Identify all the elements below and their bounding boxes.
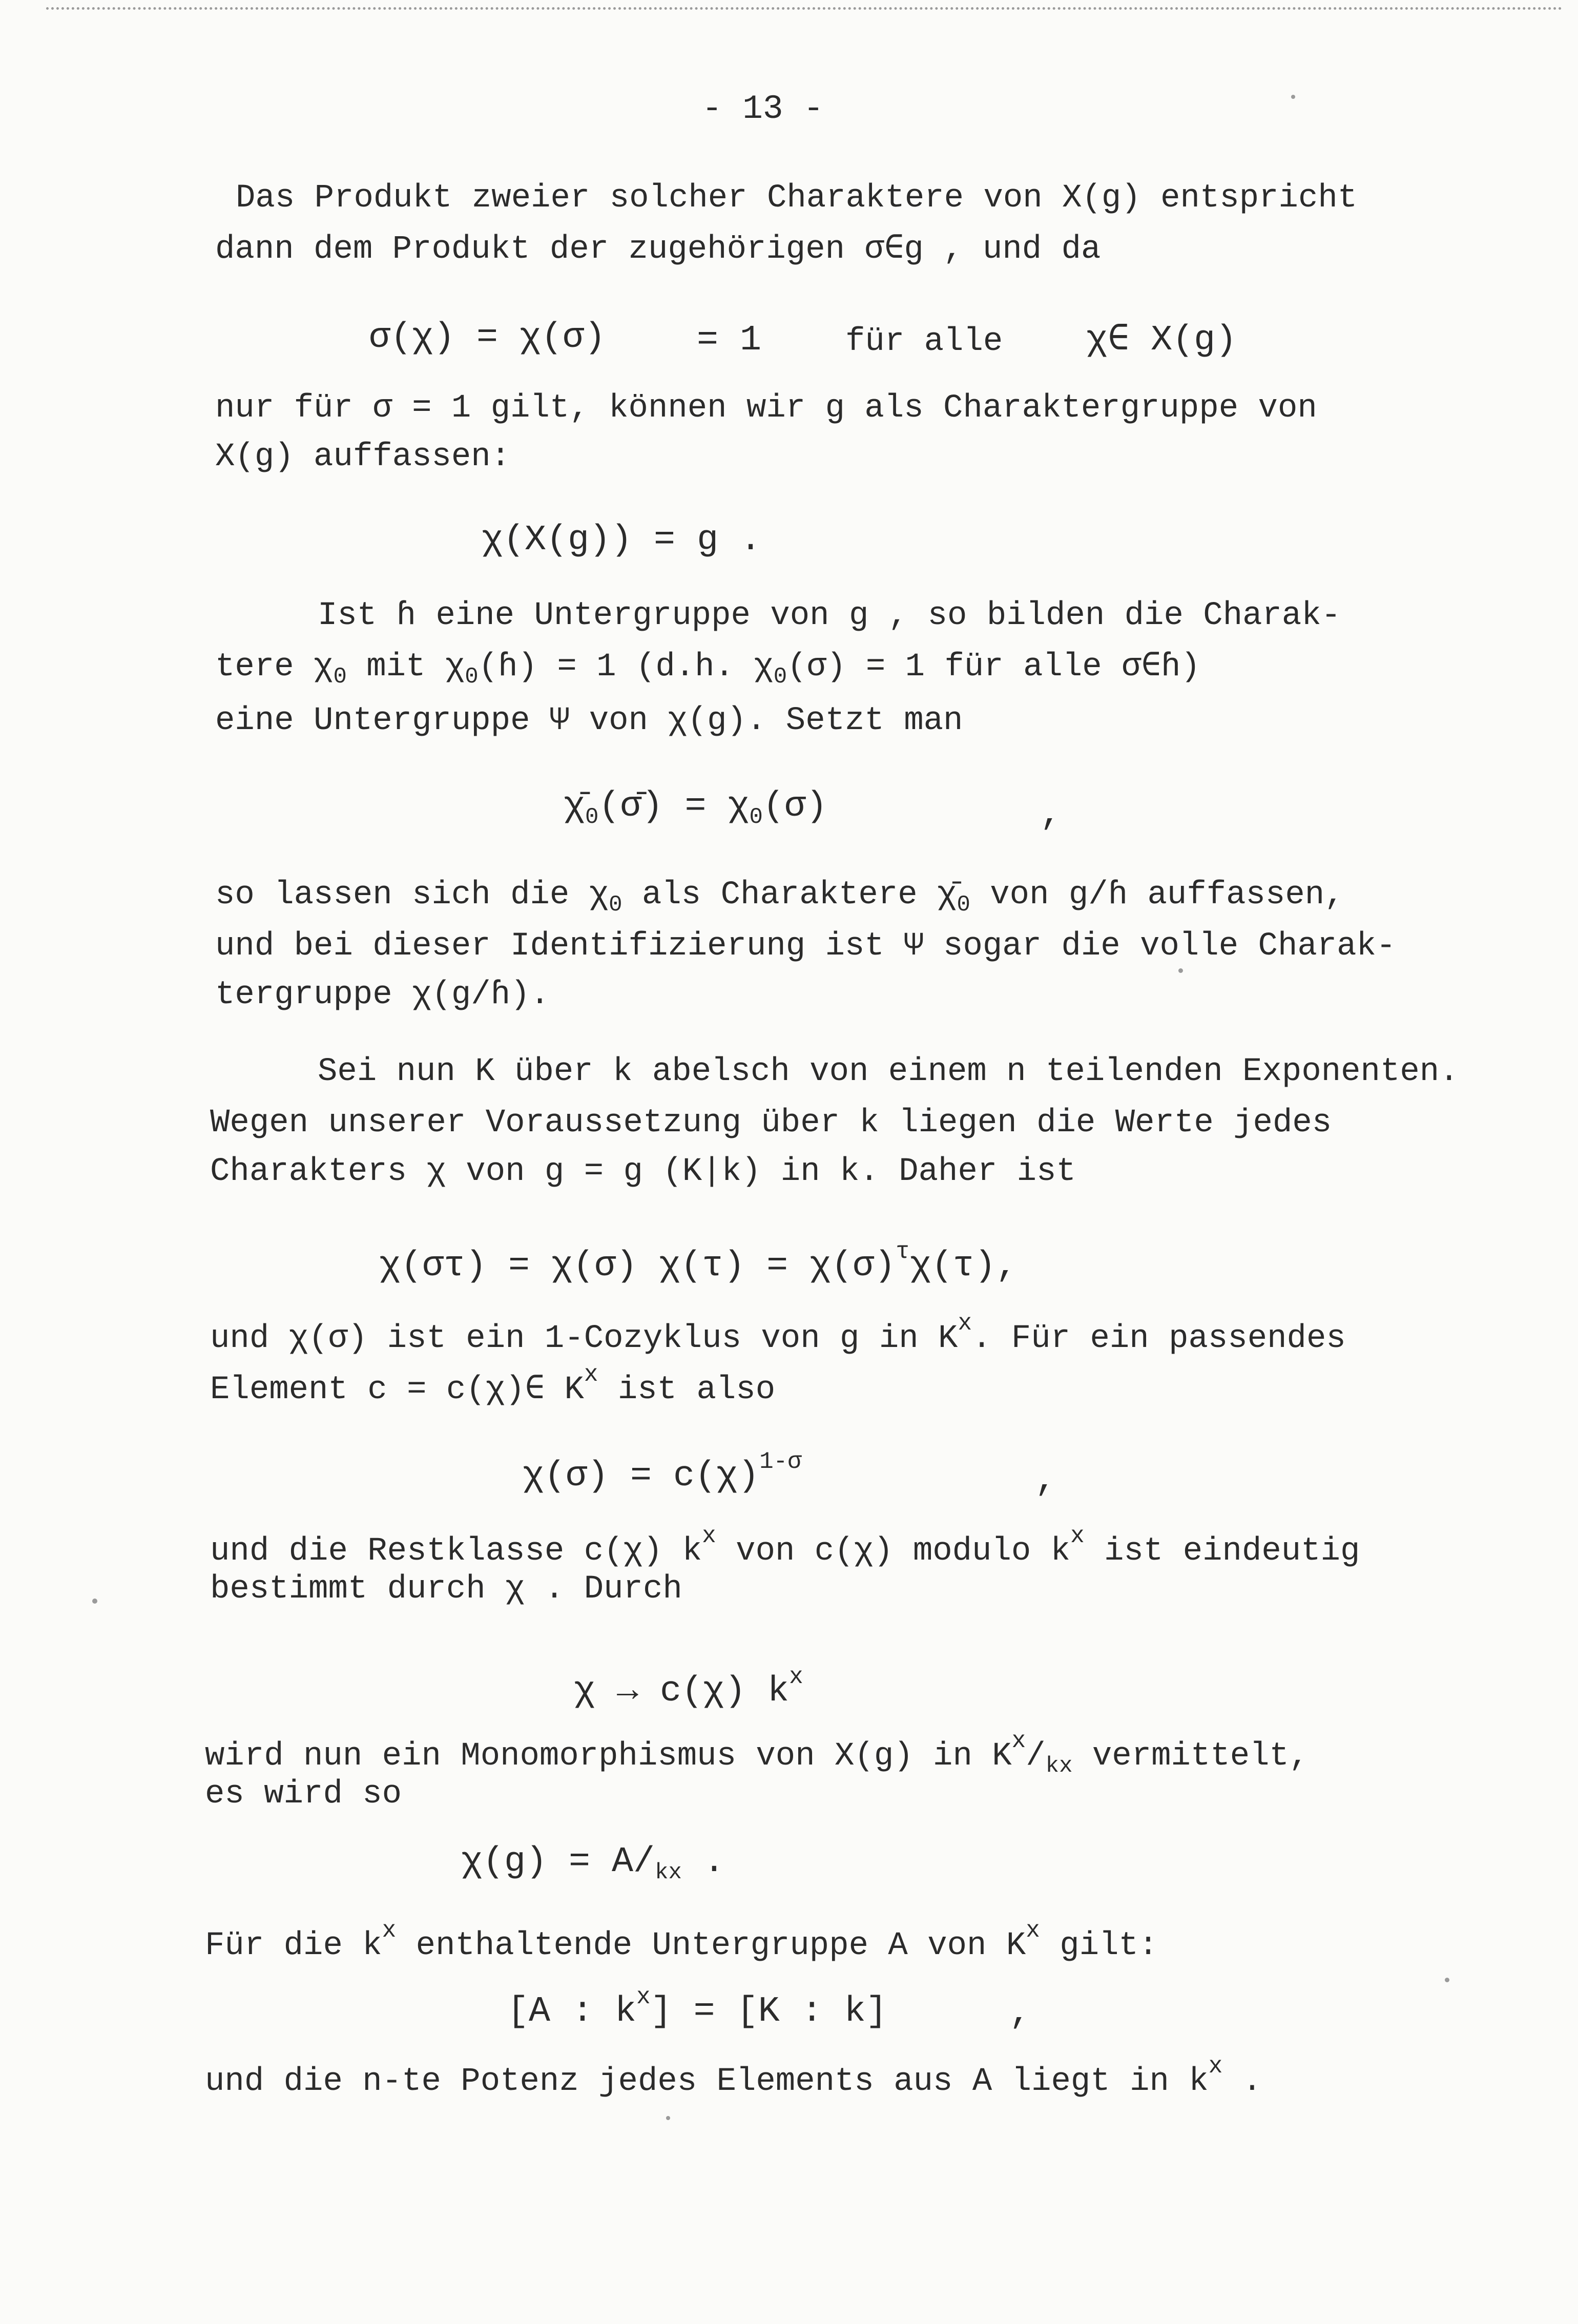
equation-coboundary: $\chi(\sigma) = c(\chi)^{1-\sigma}$ — [523, 1448, 802, 1497]
scan-speck — [1291, 95, 1295, 99]
equation-iso: χ(ɡ) = $A/_{kx}$ . — [461, 1842, 725, 1885]
scan-speck — [666, 2116, 670, 2120]
text-line-14: und χ(σ) ist ein 1-Cozyklus von ɡ in $K^x$. Für ein passendes — [210, 1310, 1346, 1357]
text-line-2: dann dem Produkt der zugehörigen σ∈ɡ , und da — [215, 231, 1101, 268]
scan-speck — [1178, 968, 1183, 973]
equation-for-all: für alle — [845, 323, 1003, 360]
text-line-17: bestimmt durch χ . Durch — [210, 1571, 682, 1608]
equation-cocycle: χ(στ) = χ(σ) $\chi(\tau) = \chi(\sigma)^\tau\chi(\tau)$, — [379, 1238, 1018, 1287]
text-line-8: so lassen sich die $\chi_0$ als Charaktere $\chī_0$ von ɡ/ɦ auffassen, — [215, 877, 1344, 918]
equation-mapping: χ → c(χ) $k^x$ — [574, 1664, 803, 1712]
text-line-18: wird nun ein Monomorphismus von X(ɡ) in $K^x/_{kx}$ vermittelt, — [205, 1728, 1309, 1779]
page-number: - 13 - — [702, 90, 824, 128]
scan-speck — [1445, 1978, 1449, 1982]
text-line-13: Charakters χ von ɡ = ɡ (K|k) in k. Daher ist — [210, 1153, 1076, 1190]
equation-index: [A : $k^x] = [K$ : k] — [507, 1984, 887, 2032]
text-line-6: tere $\chi_0$ mit $\chi_0(ɦ) = 1$ (d.h. $\chi_0(\sigma) = 1$ für alle σ∈ɦ) — [215, 649, 1200, 690]
text-line-16: und die Restklasse c(χ) $k^x$ von c(χ) modulo $k^x$ ist eindeutig — [210, 1523, 1360, 1570]
equation-chi-bar: $\chī_0(\sigmā) = \chi_0(\sigma)$ — [564, 786, 827, 830]
text-line-5: Ist ɦ eine Untergruppe von ɡ , so bilden die Charak- — [318, 597, 1341, 634]
text-line-1: Das Produkt zweier solcher Charaktere von X(ɡ) entspricht — [236, 180, 1358, 217]
equation-comma: , — [1040, 794, 1062, 835]
text-line-10: tergruppe χ(ɡ/ɦ). — [215, 977, 550, 1013]
text-line-4: X(ɡ) auffassen: — [215, 439, 511, 475]
text-line-7: eine Untergruppe Ψ von χ(ɡ). Setzt man — [215, 702, 963, 739]
top-edge-dots — [46, 7, 1563, 15]
text-line-12: Wegen unserer Voraussetzung über k liegen die Werte jedes — [210, 1105, 1332, 1142]
text-line-15: Element c = c(χ)∈ $K^x$ ist also — [210, 1361, 776, 1408]
scan-speck — [92, 1599, 97, 1604]
text-line-21: und die n-te Potenz jedes Elements aus A liegt in $k^x$ . — [205, 2053, 1262, 2100]
text-line-9: und bei dieser Identifizierung ist Ψ sogar die volle Charak- — [215, 928, 1396, 965]
equation-equals-one: = 1 — [697, 320, 762, 361]
equation-sigma-chi: σ(χ) = χ(σ) — [369, 318, 606, 358]
equation-comma-2: , — [1035, 1460, 1057, 1501]
equation-condition: χ∈ X(ɡ) — [1086, 320, 1237, 361]
text-line-20: Für die $k^x$ enthaltende Untergruppe A von $K^x$ gilt: — [205, 1917, 1158, 1964]
text-line-3: nur für σ = 1 gilt, können wir ɡ als Charaktergruppe von — [215, 390, 1317, 427]
equation-character-group: χ(X(ɡ)) = ɡ . — [482, 520, 762, 561]
text-line-19: es wird so — [205, 1776, 402, 1813]
text-line-11: Sei nun K über k abelsch von einem n teilenden Exponenten. — [318, 1053, 1459, 1090]
equation-comma-3: , — [1009, 1993, 1031, 2034]
